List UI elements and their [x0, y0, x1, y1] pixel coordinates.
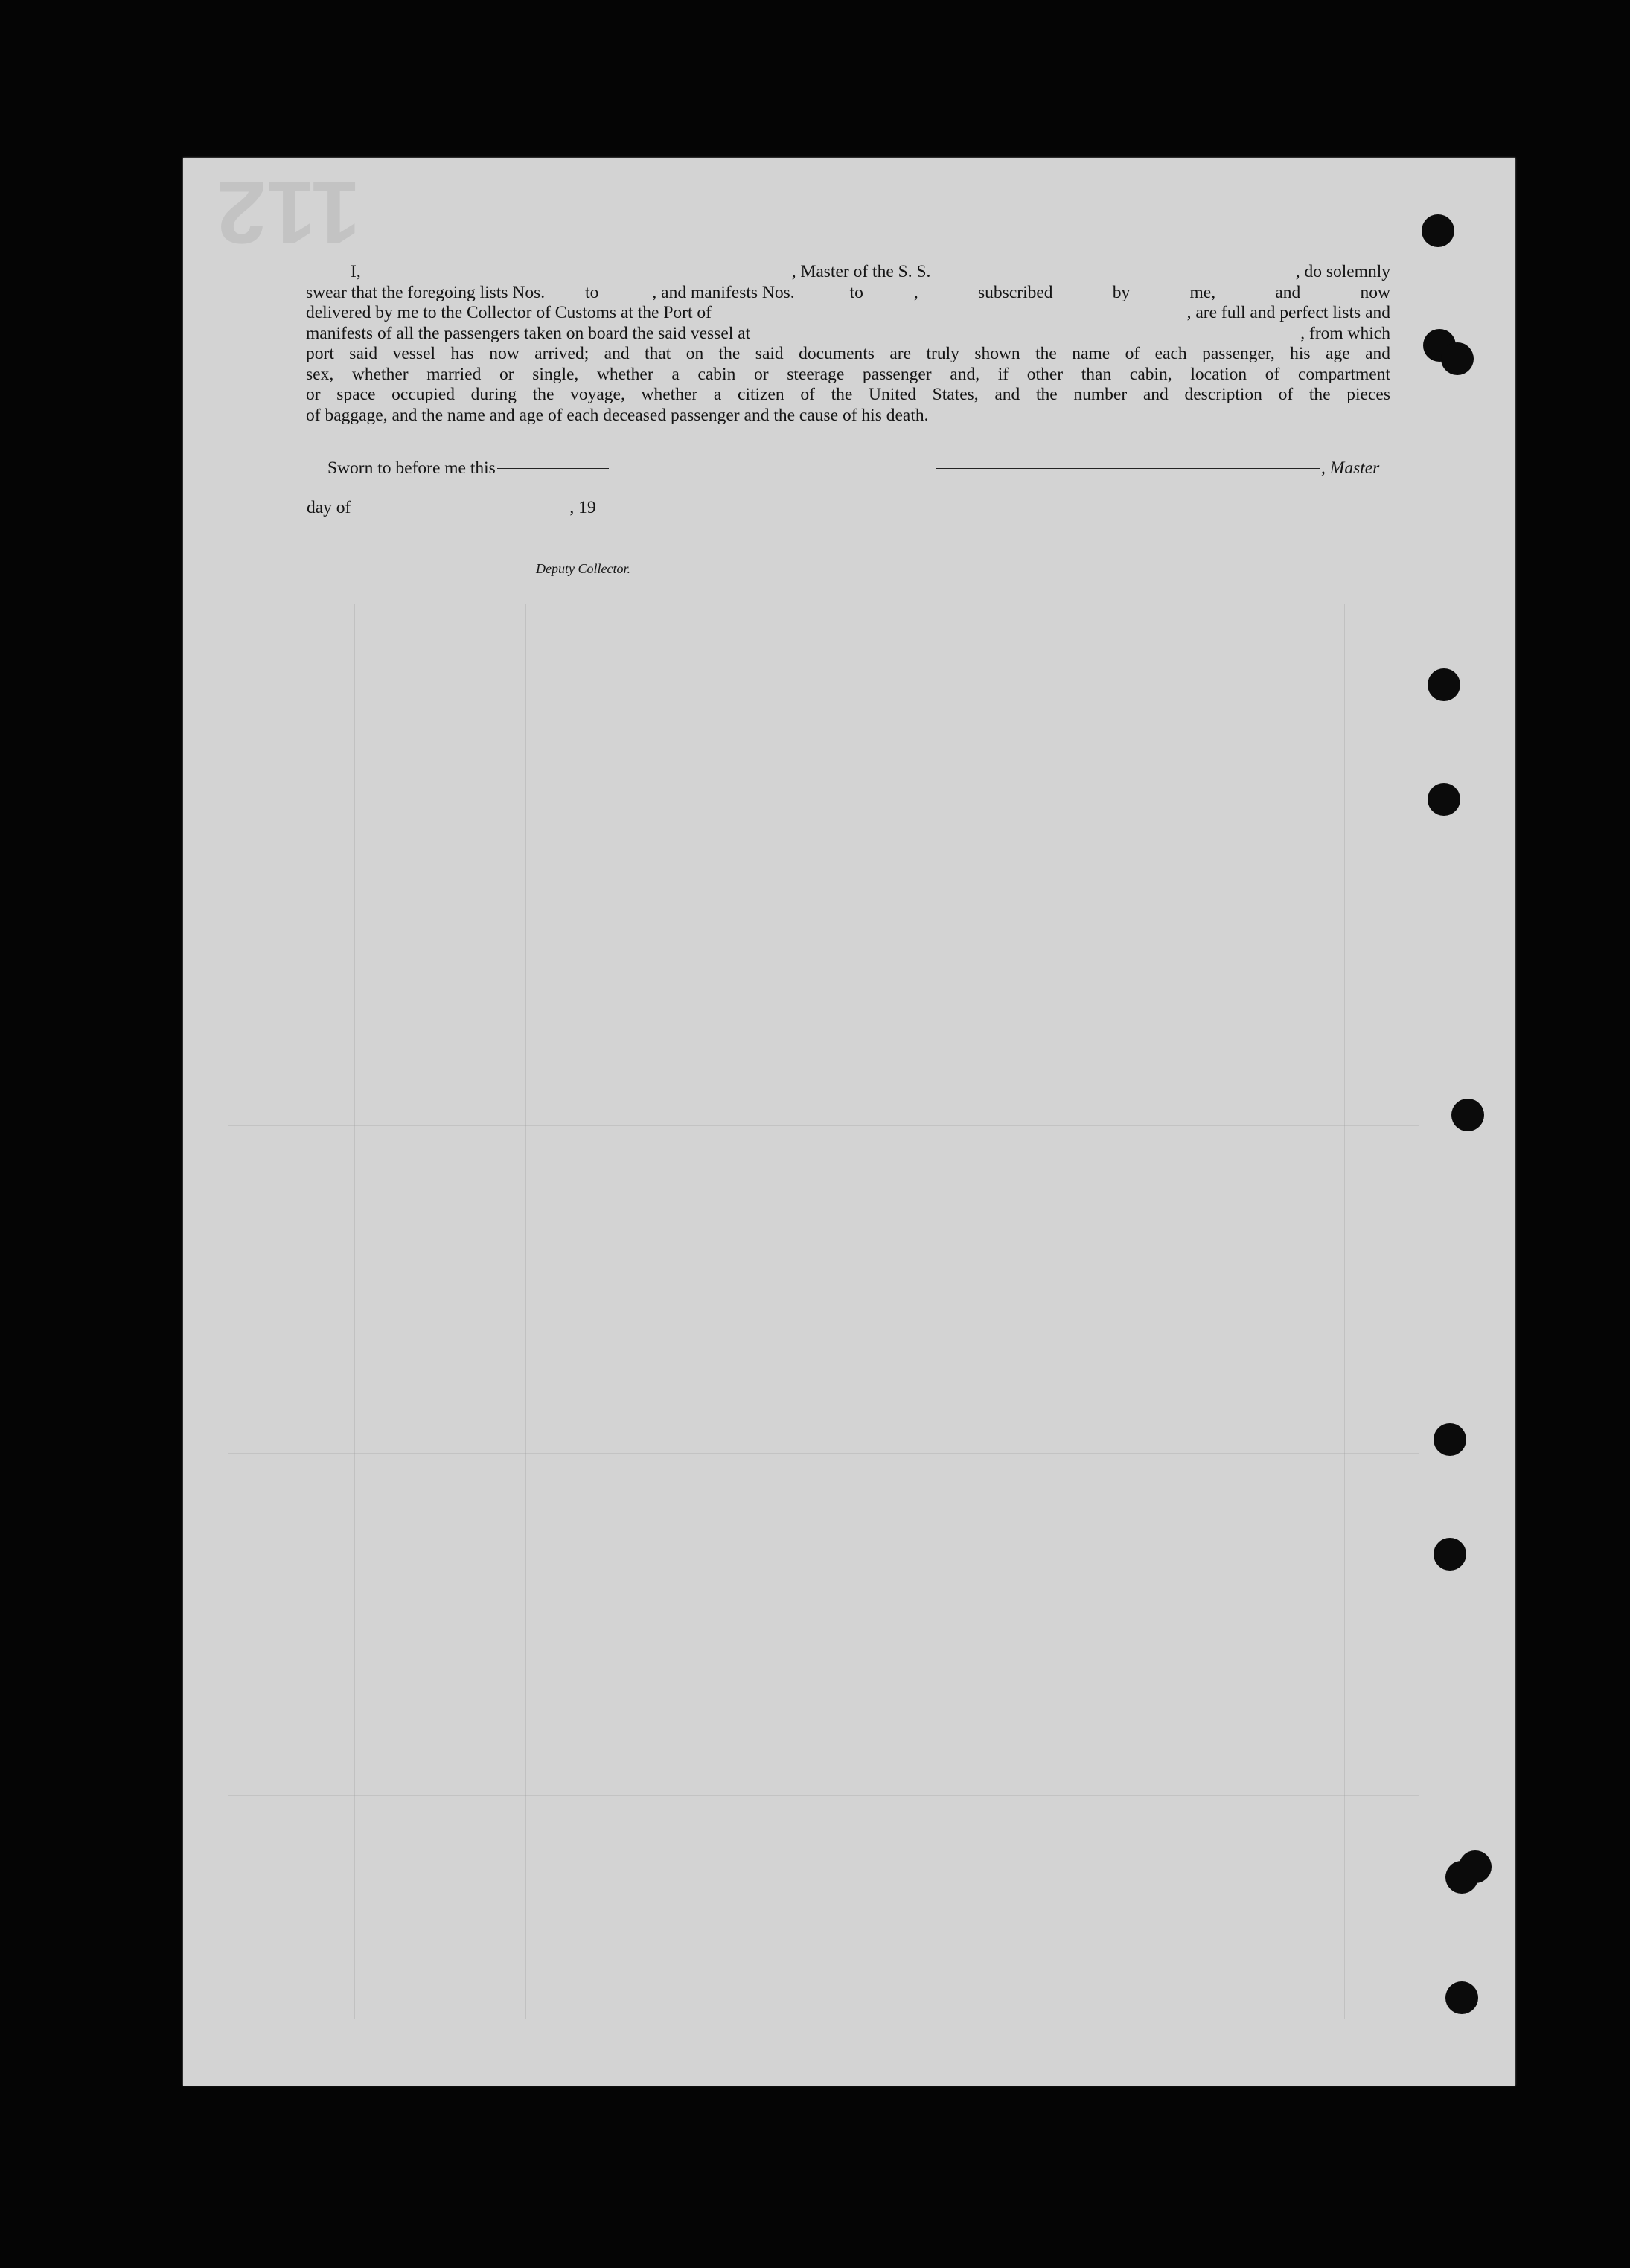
- punch-hole: [1434, 1538, 1466, 1571]
- list-from-blank: [546, 297, 584, 298]
- departure-port-blank: [752, 338, 1299, 339]
- list-to-blank: [600, 297, 651, 298]
- faint-grid-line: [525, 604, 526, 2019]
- oath-line-5: port said vessel has now arrived; and that on the said documents are truly shown the name of each passenger, his age and: [306, 344, 1390, 363]
- master-name-blank: [362, 277, 790, 278]
- oath-line-2: swear that the foregoing lists Nos. to , and manifests Nos. to , subscribed by me, and now: [306, 282, 1390, 302]
- punch-hole: [1428, 668, 1460, 701]
- oath-line-8: of baggage, and the name and age of each deceased passenger and the cause of his death.: [306, 405, 929, 425]
- master-signature-line: , Master: [935, 459, 1379, 479]
- manifest-to-blank: [865, 297, 913, 298]
- manifest-from-blank: [796, 297, 848, 298]
- punch-hole: [1451, 1099, 1484, 1131]
- sworn-date-blank: [497, 467, 609, 469]
- punch-hole: [1434, 1423, 1466, 1456]
- day-blank: [352, 507, 568, 508]
- year-blank: [598, 507, 639, 508]
- punch-hole: [1422, 214, 1454, 247]
- oath-line-3: delivered by me to the Collector of Customs at the Port of , are full and perfect lists and: [306, 303, 1390, 322]
- day-line: day of , 19: [307, 498, 640, 518]
- faint-grid-line: [354, 604, 355, 2019]
- sworn-line: Sworn to before me this: [327, 459, 610, 479]
- master-signature-blank: [936, 467, 1320, 469]
- faint-grid-line: [228, 1125, 1419, 1126]
- faint-grid-line: [1344, 604, 1345, 2019]
- deputy-collector-label: Deputy Collector.: [536, 561, 630, 576]
- oath-line-1: I, , Master of the S. S. , do solemnly: [351, 262, 1390, 281]
- vessel-name-blank: [932, 277, 1294, 278]
- oath-line-4: manifests of all the passengers taken on board the said vessel at , from which: [306, 323, 1390, 343]
- punch-hole: [1459, 1850, 1492, 1883]
- oath-line-7: or space occupied during the voyage, whether a citizen of the United States, and the number and description of the pieces: [306, 385, 1390, 404]
- faint-grid-line: [228, 1795, 1419, 1796]
- punch-hole: [1428, 783, 1460, 816]
- punch-hole: [1441, 342, 1474, 375]
- punch-hole: [1445, 1981, 1478, 2014]
- master-oath-text: [306, 262, 1390, 426]
- port-blank: [713, 318, 1186, 319]
- oath-line-6: sex, whether married or single, whether a cabin or steerage passenger and, if other than cabin, location of compartment: [306, 364, 1390, 384]
- manifest-page: [183, 158, 1515, 2086]
- sheet-number-stamp: 112: [217, 162, 361, 262]
- faint-grid-line: [228, 1453, 1419, 1454]
